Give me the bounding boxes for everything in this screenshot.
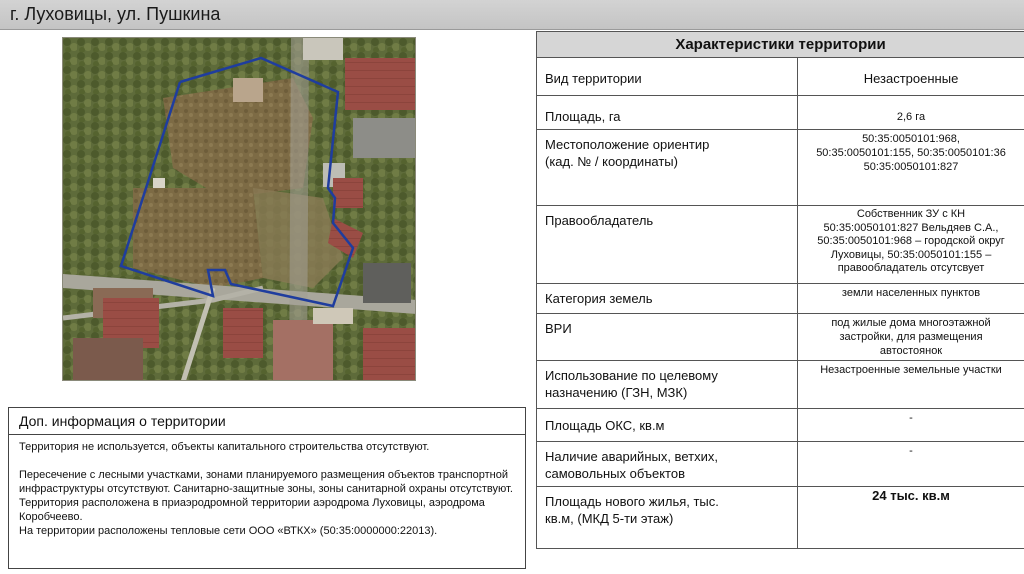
row-value: - xyxy=(798,409,1024,442)
row-value: Незастроенные xyxy=(798,58,1024,96)
row-label: Вид территории xyxy=(537,58,798,96)
info-paragraph: Территория не используется, объекты капитального строительства отсутствуют. xyxy=(19,441,430,453)
row-label: Использование по целевому назначению (ГЗН, МЗК) xyxy=(537,361,798,409)
table-title: Характеристики территории xyxy=(537,32,1024,58)
row-label: Площадь, га xyxy=(537,96,798,130)
row-value: земли населенных пунктов xyxy=(798,284,1024,314)
row-value: 50:35:0050101:968, 50:35:0050101:155, 50:35:0050101:36 50:35:0050101:827 xyxy=(798,130,1024,206)
table-row xyxy=(537,130,1024,206)
table-row xyxy=(537,361,1024,409)
table-row xyxy=(537,206,1024,284)
aerial-photo xyxy=(63,38,416,381)
row-value: Незастроенные земельные участки xyxy=(798,361,1024,409)
row-value: 2,6 га xyxy=(798,96,1024,130)
row-label: Категория земель xyxy=(537,284,798,314)
slide-header xyxy=(0,0,1024,30)
row-label: Правообладатель xyxy=(537,206,798,284)
page-title: г. Луховицы, ул. Пушкина xyxy=(10,4,221,24)
additional-info-heading: Доп. информация о территории xyxy=(9,408,525,435)
row-value: под жилые дома многоэтажной застройки, для размещения автостоянок xyxy=(798,314,1024,361)
row-label: ВРИ xyxy=(537,314,798,361)
additional-info-box xyxy=(8,407,526,569)
table-row xyxy=(537,442,1024,487)
row-label: Площадь нового жилья, тыс. кв.м, (МКД 5-ти этаж) xyxy=(537,487,798,549)
table-row xyxy=(537,487,1024,549)
row-value: - xyxy=(798,442,1024,487)
table-row xyxy=(537,284,1024,314)
aerial-map xyxy=(62,37,416,381)
row-label: Местоположение ориентир (кад. № / координаты) xyxy=(537,130,798,206)
table-row xyxy=(537,314,1024,361)
row-value: Собственник ЗУ с КН 50:35:0050101:827 Вельдяев С.А., 50:35:0050101:968 – городской округ Луховицы, 50:35:0050101:155 – правообладатель отсутсвует xyxy=(798,206,1024,284)
characteristics-table xyxy=(536,31,1024,549)
additional-info-body xyxy=(9,435,525,538)
table-row xyxy=(537,96,1024,130)
row-label: Площадь ОКС, кв.м xyxy=(537,409,798,442)
table-row xyxy=(537,409,1024,442)
table-row xyxy=(537,58,1024,96)
row-value: 24 тыс. кв.м xyxy=(798,487,1024,549)
info-paragraph: Пересечение с лесными участками, зонами планируемого размещения объектов транспортной инфраструктуры отсутствуют. Санитарно-защитные зоны, зоны санитарной охраны отсутствуют. Территория расположена в приаэродромной территории аэродрома Луховицы, аэродрома Коробчеево. На территории расположены тепловые сети ООО «ВТКХ» (50:35:0000000:22013). xyxy=(19,469,513,537)
row-label: Наличие аварийных, ветхих, самовольных объектов xyxy=(537,442,798,487)
